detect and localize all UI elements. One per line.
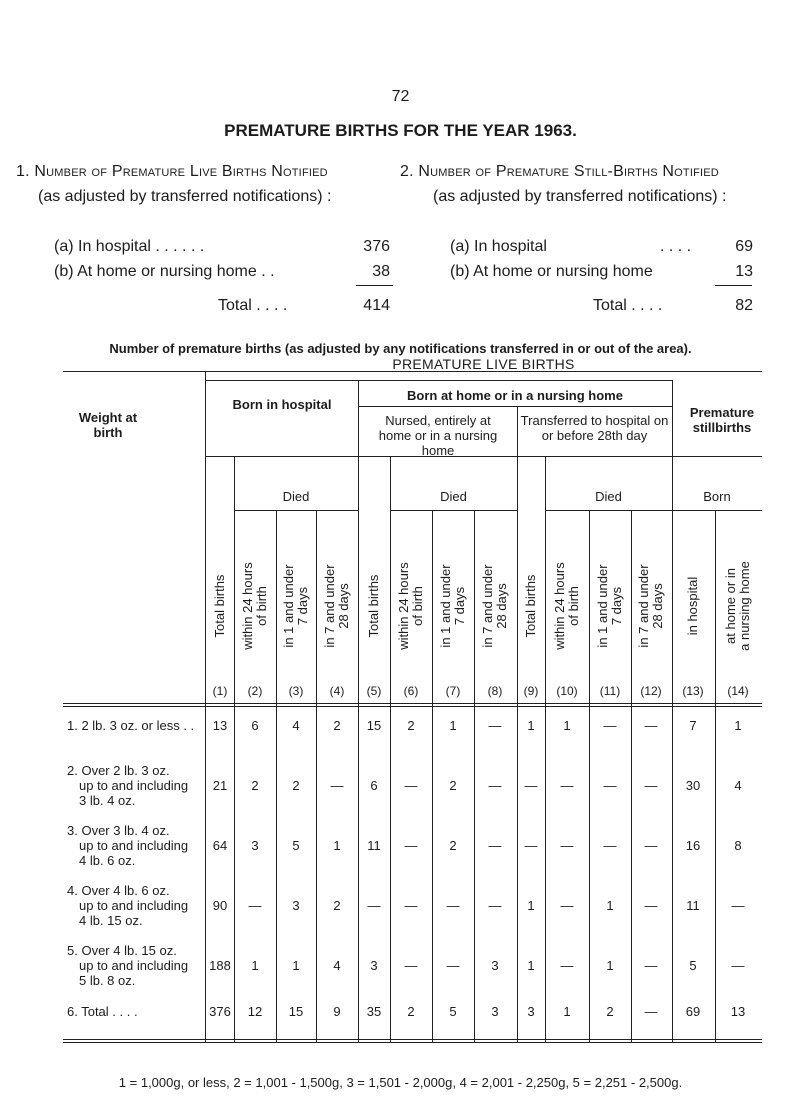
table-rule — [672, 510, 762, 511]
header-born: Born — [703, 489, 731, 504]
column-number: (5) — [366, 684, 382, 698]
column-number: (2) — [247, 684, 263, 698]
table-rule — [631, 510, 632, 1042]
table-cell: 16 — [685, 838, 701, 853]
column-header-5 — [367, 560, 381, 652]
row-label — [67, 883, 188, 928]
column-header-line: 28 days — [650, 583, 665, 629]
column-header-9 — [524, 560, 538, 652]
table-cell: — — [731, 898, 745, 913]
column-header-line: a nursing home — [737, 561, 752, 651]
table-rule — [276, 510, 277, 1042]
table-cell: 2 — [333, 718, 341, 733]
table-cell: 5 — [449, 1004, 457, 1019]
column-number: (7) — [445, 684, 461, 698]
column-number: (9) — [523, 684, 539, 698]
table-cell: 12 — [247, 1004, 263, 1019]
table-cell: 1 — [449, 718, 457, 733]
table-cell: 5 — [292, 838, 300, 853]
section2-row-a-dots: . . . . — [660, 238, 692, 255]
column-number: (13) — [682, 684, 704, 698]
row-label-line: 3. Over 3 lb. 4 oz. — [67, 823, 170, 838]
row-label-line: 4 lb. 15 oz. — [79, 913, 143, 928]
table-bottom-border — [63, 1039, 762, 1040]
header-premature-live-births: PREMATURE LIVE BIRTHS — [392, 356, 575, 372]
table-cell: 1 — [606, 898, 614, 913]
section1-title: 1. Number of Premature Live Births Notified — [16, 163, 328, 180]
column-number: (11) — [599, 684, 621, 698]
section2-row-b-label: (b) At home or nursing home — [450, 263, 653, 280]
column-header-2 — [241, 560, 269, 652]
table-cell: 2 — [407, 718, 415, 733]
section1-subtitle: (as adjusted by transferred notifications) : — [38, 188, 332, 205]
table-cell: — — [488, 898, 502, 913]
table-cell: 13 — [730, 1004, 746, 1019]
table-cell: 2 — [292, 778, 300, 793]
table-cell: — — [560, 898, 574, 913]
column-header-14 — [724, 560, 752, 652]
table-rule — [672, 380, 673, 1042]
row-label-line: 2. Over 2 lb. 3 oz. — [67, 763, 170, 778]
column-number: (12) — [640, 684, 662, 698]
column-header-line: 7 days — [295, 586, 310, 626]
table-cell: 7 — [689, 718, 697, 733]
table-rule — [316, 510, 317, 1042]
column-header-line: within 24 hours — [396, 562, 411, 650]
column-header-1 — [213, 560, 227, 652]
table-cell: — — [560, 838, 574, 853]
column-header-line: within 24 hours — [552, 562, 567, 650]
column-header-line: 28 days — [494, 583, 509, 629]
row-label — [67, 943, 188, 988]
table-cell: 376 — [209, 1004, 231, 1019]
table-cell: — — [644, 778, 658, 793]
table-cell: 15 — [288, 1004, 304, 1019]
table-cell: — — [446, 898, 460, 913]
section1-row-a-value: 376 — [363, 238, 390, 255]
section2-sum-rule — [715, 285, 752, 286]
row-label — [67, 763, 188, 808]
table-cell: — — [644, 838, 658, 853]
header-weight: Weight at birth — [78, 410, 138, 440]
row-label-line: 4. Over 4 lb. 6 oz. — [67, 883, 170, 898]
row-label-line: 5 lb. 8 oz. — [79, 973, 136, 988]
table-cell: — — [488, 838, 502, 853]
column-header-11 — [596, 560, 624, 652]
table-cell: 5 — [689, 958, 697, 973]
table-cell: 69 — [685, 1004, 701, 1019]
table-rule — [545, 456, 546, 1042]
column-header-3 — [282, 560, 310, 652]
column-header-line: in 1 and under — [281, 564, 296, 648]
table-cell: 30 — [685, 778, 701, 793]
column-header-line: of birth — [254, 586, 269, 626]
table-note: Number of premature births (as adjusted by any notifications transferred in or out of the area). — [109, 341, 692, 356]
table-cell: 1 — [333, 838, 341, 853]
table-cell: 3 — [251, 838, 259, 853]
table-cell: — — [524, 838, 538, 853]
table-rule — [390, 456, 391, 1042]
row-label-line: up to and including — [79, 958, 189, 973]
table-cell: — — [644, 1004, 658, 1019]
header-born-at-home: Born at home or in a nursing home — [407, 388, 623, 403]
column-header-6 — [397, 560, 425, 652]
table-bottom-border — [63, 1042, 762, 1043]
column-header-line: in 1 and under — [438, 564, 453, 648]
column-number: (3) — [288, 684, 304, 698]
column-header-10 — [553, 560, 581, 652]
table-cell: 8 — [734, 838, 742, 853]
table-cell: — — [248, 898, 262, 913]
table-rule — [589, 510, 590, 1042]
table-rule — [358, 380, 359, 1042]
table-cell: 3 — [527, 1004, 535, 1019]
column-header-line: within 24 hours — [240, 562, 255, 650]
header-stillbirths: Premature stillbirths — [689, 405, 755, 435]
header-transferred: Transferred to hospital on or before 28th day — [520, 413, 669, 443]
column-header-4 — [323, 560, 351, 652]
section2-subtitle: (as adjusted by transferred notifications) : — [433, 188, 727, 205]
table-cell: — — [404, 958, 418, 973]
column-header-line: 7 days — [609, 586, 624, 626]
section1-row-a-label: (a) In hospital . . . . . . — [54, 238, 205, 255]
table-cell: 11 — [686, 898, 700, 913]
table-cell: 4 — [734, 778, 742, 793]
table-cell: 2 — [333, 898, 341, 913]
column-header-line: in 7 and under — [636, 564, 651, 648]
column-header-8 — [481, 560, 509, 652]
column-header-line: in hospital — [685, 576, 700, 636]
column-header-line: 7 days — [452, 586, 467, 626]
page-number: 72 — [391, 88, 410, 105]
section1-total-value: 414 — [363, 297, 390, 314]
section1-row-b-value: 38 — [372, 263, 390, 280]
table-cell: 15 — [366, 718, 382, 733]
header-died-hospital: Died — [282, 489, 310, 504]
column-number: (14) — [727, 684, 749, 698]
table-cell: 6 — [251, 718, 259, 733]
section1-row-b-label: (b) At home or nursing home . . — [54, 263, 275, 280]
table-cell: — — [404, 898, 418, 913]
table-cell: 3 — [491, 1004, 499, 1019]
table-cell: 4 — [333, 958, 341, 973]
section2-row-a-label: (a) In hospital — [450, 238, 547, 255]
table-rule — [205, 380, 672, 381]
table-cell: 9 — [333, 1004, 341, 1019]
table-cell: 64 — [212, 838, 228, 853]
table-rule — [234, 510, 358, 511]
row-label — [67, 718, 194, 733]
table-rule — [205, 371, 206, 1042]
column-number: (4) — [329, 684, 345, 698]
table-cell: 4 — [292, 718, 300, 733]
row-label — [67, 823, 188, 868]
table-cell: 13 — [212, 718, 228, 733]
table-cell: 1 — [563, 718, 571, 733]
column-header-line: at home or in — [723, 568, 738, 644]
table-cell: 11 — [367, 838, 381, 853]
table-cell: — — [446, 958, 460, 973]
table-cell: 3 — [370, 958, 378, 973]
table-cell: 2 — [449, 778, 457, 793]
column-number: (8) — [487, 684, 503, 698]
table-rule — [545, 510, 672, 511]
header-died-transferred: Died — [595, 489, 622, 504]
column-number: (10) — [556, 684, 578, 698]
row-label-line: up to and including — [79, 838, 189, 853]
table-cell: — — [488, 718, 502, 733]
column-header-line: of birth — [566, 586, 581, 626]
table-cell: 1 — [734, 718, 742, 733]
table-cell: — — [404, 838, 418, 853]
table-cell: 188 — [209, 958, 231, 973]
column-number: (1) — [212, 684, 228, 698]
column-header-12 — [637, 560, 665, 652]
table-cell: — — [330, 778, 344, 793]
table-cell: 2 — [251, 778, 259, 793]
column-number: (6) — [403, 684, 419, 698]
column-header-line: 28 days — [336, 583, 351, 629]
row-label — [67, 1004, 138, 1019]
column-header-line: in 1 and under — [595, 564, 610, 648]
footer-note: 1 = 1,000g, or less, 2 = 1,001 - 1,500g, 3 = 1,501 - 2,000g, 4 = 2,001 - 2,250g, 5 = 2,251 - 2,500g. — [118, 1075, 683, 1090]
table-cell: — — [603, 778, 617, 793]
row-label-line: 4 lb. 6 oz. — [79, 853, 136, 868]
row-label-line: 3 lb. 4 oz. — [79, 793, 136, 808]
section1-total-label: Total . . . . — [218, 297, 288, 314]
table-cell: — — [644, 898, 658, 913]
column-header-line: in 7 and under — [480, 564, 495, 648]
table-rule — [358, 406, 672, 407]
column-header-line: Total births — [366, 574, 381, 638]
section2-total-value: 82 — [735, 297, 753, 314]
row-label-line: 5. Over 4 lb. 15 oz. — [67, 943, 177, 958]
table-cell: 3 — [292, 898, 300, 913]
section2-total-label: Total . . . . — [593, 297, 663, 314]
table-cell: 1 — [606, 958, 614, 973]
table-cell: 1 — [251, 958, 259, 973]
table-cell: 90 — [212, 898, 228, 913]
table-cell: — — [488, 778, 502, 793]
row-label-line: 1. 2 lb. 3 oz. or less . . — [67, 718, 195, 733]
table-rule — [234, 456, 235, 1042]
row-label-line: up to and including — [79, 778, 189, 793]
table-rule — [715, 510, 716, 1042]
header-nursed-at-home: Nursed, entirely at home or in a nursing home — [378, 413, 498, 458]
table-cell: 6 — [370, 778, 378, 793]
column-header-line: in 7 and under — [322, 564, 337, 648]
table-cell: 2 — [606, 1004, 614, 1019]
section2-row-b-value: 13 — [735, 263, 753, 280]
page-title: PREMATURE BIRTHS FOR THE YEAR 1963. — [224, 121, 577, 140]
table-cell: — — [524, 778, 538, 793]
column-header-line: Total births — [523, 574, 538, 638]
table-rule — [63, 706, 762, 707]
table-cell: 2 — [407, 1004, 415, 1019]
column-header-7 — [439, 560, 467, 652]
table-cell: 21 — [212, 778, 228, 793]
row-label-line: 6. Total . . . . — [67, 1004, 138, 1019]
column-header-line: Total births — [212, 574, 227, 638]
table-cell: — — [644, 958, 658, 973]
row-label-line: up to and including — [79, 898, 189, 913]
table-cell: 3 — [491, 958, 499, 973]
table-rule — [63, 703, 762, 704]
table-cell: — — [731, 958, 745, 973]
table-cell: 1 — [527, 898, 535, 913]
table-cell: 35 — [366, 1004, 382, 1019]
table-cell: — — [644, 718, 658, 733]
table-cell: — — [560, 778, 574, 793]
table-cell: 1 — [527, 958, 535, 973]
table-cell: 1 — [527, 718, 535, 733]
table-cell: — — [603, 838, 617, 853]
table-rule — [474, 510, 475, 1042]
table-rule — [390, 510, 517, 511]
table-cell: — — [603, 718, 617, 733]
table-cell: — — [367, 898, 381, 913]
column-header-13 — [686, 560, 700, 652]
table-rule — [432, 510, 433, 1042]
section2-row-a-value: 69 — [735, 238, 753, 255]
section1-sum-rule — [356, 285, 393, 286]
header-died-nursed: Died — [440, 489, 467, 504]
table-cell: 2 — [449, 838, 457, 853]
table-cell: — — [404, 778, 418, 793]
header-born-in-hospital: Born in hospital — [232, 397, 332, 412]
table-cell: — — [560, 958, 574, 973]
section2-title: 2. Number of Premature Still-Births Notified — [400, 163, 719, 180]
table-cell: 1 — [292, 958, 300, 973]
column-header-line: of birth — [410, 586, 425, 626]
table-cell: 1 — [563, 1004, 571, 1019]
